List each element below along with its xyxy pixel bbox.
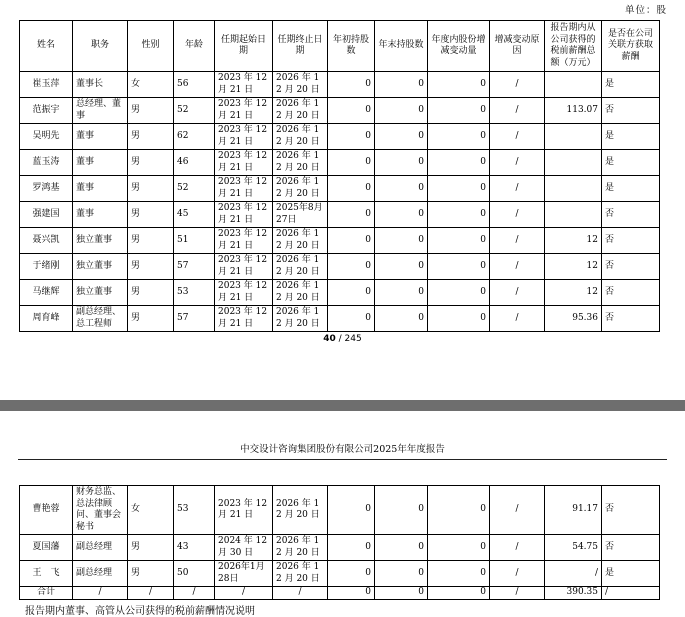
table-cell: 0	[328, 98, 375, 124]
table-cell: 罗鸿基	[20, 176, 73, 202]
table-cell: 0	[328, 587, 375, 600]
table-cell: 0	[375, 124, 428, 150]
table-cell	[545, 150, 602, 176]
table-cell: 马继辉	[20, 280, 73, 306]
table-cell: 53	[174, 486, 215, 535]
table-cell	[545, 124, 602, 150]
table-cell: 0	[328, 535, 375, 561]
table-cell: 57	[174, 254, 215, 280]
table-cell: 12	[545, 228, 602, 254]
table-cell: 2024 年 12 月 30 日	[215, 535, 273, 561]
table-cell: 2026 年 12 月 20 日	[273, 98, 328, 124]
table-row	[20, 561, 660, 587]
table-cell: 2026年1月28日	[215, 561, 273, 587]
page-number-separator: /	[335, 334, 345, 344]
table-row	[20, 228, 660, 254]
table-cell	[545, 202, 602, 228]
table-cell: /	[490, 280, 545, 306]
table-row	[20, 202, 660, 228]
table-cell: 副总经理、总工程师	[73, 306, 128, 332]
table-cell: 2023 年 12 月 21 日	[215, 176, 273, 202]
table-cell: 2026 年 12 月 20 日	[273, 306, 328, 332]
table-cell: 43	[174, 535, 215, 561]
table-cell: 54.75	[545, 535, 602, 561]
table-cell: 50	[174, 561, 215, 587]
table-row	[20, 280, 660, 306]
table-cell: 0	[428, 150, 490, 176]
table-cell: 2023 年 12 月 21 日	[215, 306, 273, 332]
table-cell: 否	[602, 535, 660, 561]
table-cell: 2023 年 12 月 21 日	[215, 124, 273, 150]
table-cell: /	[490, 150, 545, 176]
table-cell: 0	[428, 124, 490, 150]
table-row	[20, 150, 660, 176]
table-cell	[545, 72, 602, 98]
table-cell: 曹艳蓉	[20, 486, 73, 535]
table-cell: 否	[602, 280, 660, 306]
table-cell: 0	[428, 202, 490, 228]
table-cell: 0	[375, 561, 428, 587]
table-cell: 是	[602, 176, 660, 202]
table-cell: 总经理、董事	[73, 98, 128, 124]
table-cell: /	[490, 124, 545, 150]
table-header-cell: 年末持股数	[375, 21, 428, 72]
table1-body	[20, 72, 660, 332]
table-cell: 0	[328, 228, 375, 254]
table-cell: 副总经理	[73, 561, 128, 587]
table-cell: 董事	[73, 202, 128, 228]
table-cell: 0	[428, 72, 490, 98]
table-row	[20, 98, 660, 124]
table-cell: 390.35	[545, 587, 602, 600]
table-cell: /	[128, 587, 174, 600]
footer-note: 报告期内董事、高管从公司获得的税前薪酬情况说明	[25, 606, 255, 617]
table-cell: 0	[428, 306, 490, 332]
table-cell: 0	[328, 176, 375, 202]
page-number	[0, 334, 685, 344]
table-cell: 0	[375, 228, 428, 254]
table-cell: 2023 年 12 月 21 日	[215, 98, 273, 124]
table-cell: 女	[128, 72, 174, 98]
table-cell: /	[490, 561, 545, 587]
table-cell: 男	[128, 150, 174, 176]
table-header-row	[20, 21, 660, 72]
table-cell: 51	[174, 228, 215, 254]
table-cell: 0	[428, 280, 490, 306]
table-cell: 2026 年 12 月 20 日	[273, 176, 328, 202]
table-cell: /	[490, 535, 545, 561]
table-row	[20, 72, 660, 98]
unit-label: 单位：股	[624, 5, 667, 16]
table-cell: 0	[428, 254, 490, 280]
table-cell: 男	[128, 561, 174, 587]
table-cell: 0	[375, 72, 428, 98]
table-header-cell: 年度内股份增减变动量	[428, 21, 490, 72]
table-cell: /	[545, 561, 602, 587]
table-cell: 于绪刚	[20, 254, 73, 280]
table-cell: /	[273, 587, 328, 600]
table-cell: /	[490, 202, 545, 228]
table-cell: 0	[328, 124, 375, 150]
table-cell: 0	[375, 587, 428, 600]
table-cell: 52	[174, 176, 215, 202]
table-cell: 否	[602, 202, 660, 228]
table-cell: 0	[428, 486, 490, 535]
table-cell: 聂兴凯	[20, 228, 73, 254]
table-cell: 0	[375, 150, 428, 176]
table-row	[20, 306, 660, 332]
table-cell: 52	[174, 98, 215, 124]
table-cell: 0	[328, 150, 375, 176]
table-header-cell: 增减变动原因	[490, 21, 545, 72]
table-cell: 0	[428, 535, 490, 561]
table-header-cell: 任期起始日期	[215, 21, 273, 72]
table-cell: 0	[428, 98, 490, 124]
executives-table-page1	[19, 20, 660, 332]
table-cell: /	[73, 587, 128, 600]
table-cell: 0	[328, 72, 375, 98]
table-cell: 范振宇	[20, 98, 73, 124]
table-cell: 0	[328, 561, 375, 587]
table-cell: 0	[375, 176, 428, 202]
table-cell: 2023 年 12 月 21 日	[215, 150, 273, 176]
table2-body	[20, 486, 660, 600]
table-cell: /	[490, 486, 545, 535]
table-cell: 男	[128, 535, 174, 561]
table-cell: 2026 年 12 月 20 日	[273, 150, 328, 176]
table-header-cell: 姓名	[20, 21, 73, 72]
page-number-current: 40	[323, 334, 336, 344]
table-cell: 2026 年 12 月 20 日	[273, 280, 328, 306]
table-cell: 0	[428, 228, 490, 254]
table-cell: 吴明先	[20, 124, 73, 150]
table-cell: 男	[128, 254, 174, 280]
table-cell: 否	[602, 254, 660, 280]
table-cell: /	[215, 587, 273, 600]
table-cell: 2025年8月27日	[273, 202, 328, 228]
table-cell: 董事长	[73, 72, 128, 98]
table-row	[20, 124, 660, 150]
table-cell: /	[490, 254, 545, 280]
table-cell: 95.36	[545, 306, 602, 332]
table-cell: 91.17	[545, 486, 602, 535]
table-cell: 是	[602, 124, 660, 150]
table-cell: 独立董事	[73, 228, 128, 254]
table-cell: 2023 年 12 月 21 日	[215, 228, 273, 254]
table-cell: /	[490, 228, 545, 254]
table-cell: 0	[375, 254, 428, 280]
table-cell: 0	[375, 535, 428, 561]
table-cell: /	[174, 587, 215, 600]
table-cell: 男	[128, 280, 174, 306]
table-cell: 男	[128, 124, 174, 150]
table-cell: 0	[328, 202, 375, 228]
table-header-cell: 年龄	[174, 21, 215, 72]
table-cell: 0	[328, 486, 375, 535]
table-cell: /	[490, 176, 545, 202]
table-header-cell: 年初持股数	[328, 21, 375, 72]
table-cell: 2026 年 12 月 20 日	[273, 124, 328, 150]
table-row	[20, 535, 660, 561]
report-title-header: 中交设计咨询集团股份有限公司2025年年度报告	[18, 441, 667, 460]
table-cell: 男	[128, 98, 174, 124]
table-cell: 2023 年 12 月 21 日	[215, 202, 273, 228]
page-number-total: 245	[344, 334, 362, 344]
table-row	[20, 486, 660, 535]
table-row	[20, 587, 660, 600]
table-cell: /	[490, 306, 545, 332]
table-cell: 53	[174, 280, 215, 306]
table-cell: 否	[602, 306, 660, 332]
table-cell: 蓝玉涛	[20, 150, 73, 176]
table-cell: 女	[128, 486, 174, 535]
table-cell: 2026 年 12 月 20 日	[273, 486, 328, 535]
table-cell: 45	[174, 202, 215, 228]
table-cell: 是	[602, 561, 660, 587]
table-cell: 否	[602, 98, 660, 124]
table-cell: 113.07	[545, 98, 602, 124]
table-cell: 0	[328, 306, 375, 332]
table-cell: 是	[602, 150, 660, 176]
table-cell: /	[490, 72, 545, 98]
table-cell: 独立董事	[73, 280, 128, 306]
table-cell: 合计	[20, 587, 73, 600]
table-cell: 2023 年 12 月 21 日	[215, 280, 273, 306]
table-cell: 男	[128, 306, 174, 332]
table-cell	[545, 176, 602, 202]
table-cell: 62	[174, 124, 215, 150]
table-cell: 崔玉萍	[20, 72, 73, 98]
table-cell: 0	[375, 202, 428, 228]
table-cell: 王 飞	[20, 561, 73, 587]
table-cell: 副总经理	[73, 535, 128, 561]
table-cell: 否	[602, 486, 660, 535]
table-cell: 2023 年 12 月 21 日	[215, 254, 273, 280]
table-cell: 男	[128, 202, 174, 228]
table-cell: 否	[602, 228, 660, 254]
table-cell: 0	[375, 98, 428, 124]
table-cell: 0	[428, 561, 490, 587]
table-cell: 2026 年 12 月 20 日	[273, 561, 328, 587]
table-cell: 0	[428, 176, 490, 202]
table-row	[20, 21, 660, 72]
table-header-cell: 性别	[128, 21, 174, 72]
table-cell: 是	[602, 72, 660, 98]
table-cell: 董事	[73, 176, 128, 202]
table-header-cell: 职务	[73, 21, 128, 72]
table-cell: 57	[174, 306, 215, 332]
table-cell: 男	[128, 176, 174, 202]
table-header-cell: 是否在公司关联方获取薪酬	[602, 21, 660, 72]
table-cell: 2026 年 12 月 20 日	[273, 535, 328, 561]
table-cell: 周育峰	[20, 306, 73, 332]
table-cell: 0	[375, 280, 428, 306]
table-cell: 2023 年 12 月 21 日	[215, 486, 273, 535]
executives-table-page2	[19, 485, 660, 600]
table-cell: 0	[375, 486, 428, 535]
table-cell: 0	[328, 254, 375, 280]
table-cell: /	[490, 587, 545, 600]
table-cell: 12	[545, 254, 602, 280]
table-cell: 夏国藩	[20, 535, 73, 561]
table-cell: 0	[428, 587, 490, 600]
table-cell: 董事	[73, 150, 128, 176]
table-cell: 2026 年 12 月 20 日	[273, 228, 328, 254]
table-cell: 0	[328, 280, 375, 306]
table-cell: 2023 年 12 月 21 日	[215, 72, 273, 98]
table-cell: 独立董事	[73, 254, 128, 280]
table-cell: 董事	[73, 124, 128, 150]
table-cell: 0	[375, 306, 428, 332]
table-cell: 男	[128, 228, 174, 254]
table-cell: 12	[545, 280, 602, 306]
table-row	[20, 254, 660, 280]
table-cell: 56	[174, 72, 215, 98]
table-cell: /	[490, 98, 545, 124]
table-header-cell: 报告期内从公司获得的税前薪酬总额（万元）	[545, 21, 602, 72]
page-separator-bar	[0, 400, 685, 411]
table-row	[20, 176, 660, 202]
table-header-cell: 任期终止日期	[273, 21, 328, 72]
table-cell: 财务总监、总法律顾问、董事会秘书	[73, 486, 128, 535]
table-cell: 强建国	[20, 202, 73, 228]
table-cell: /	[602, 587, 660, 600]
table-cell: 2026 年 12 月 20 日	[273, 72, 328, 98]
table-cell: 2026 年 12 月 20 日	[273, 254, 328, 280]
table-cell: 46	[174, 150, 215, 176]
